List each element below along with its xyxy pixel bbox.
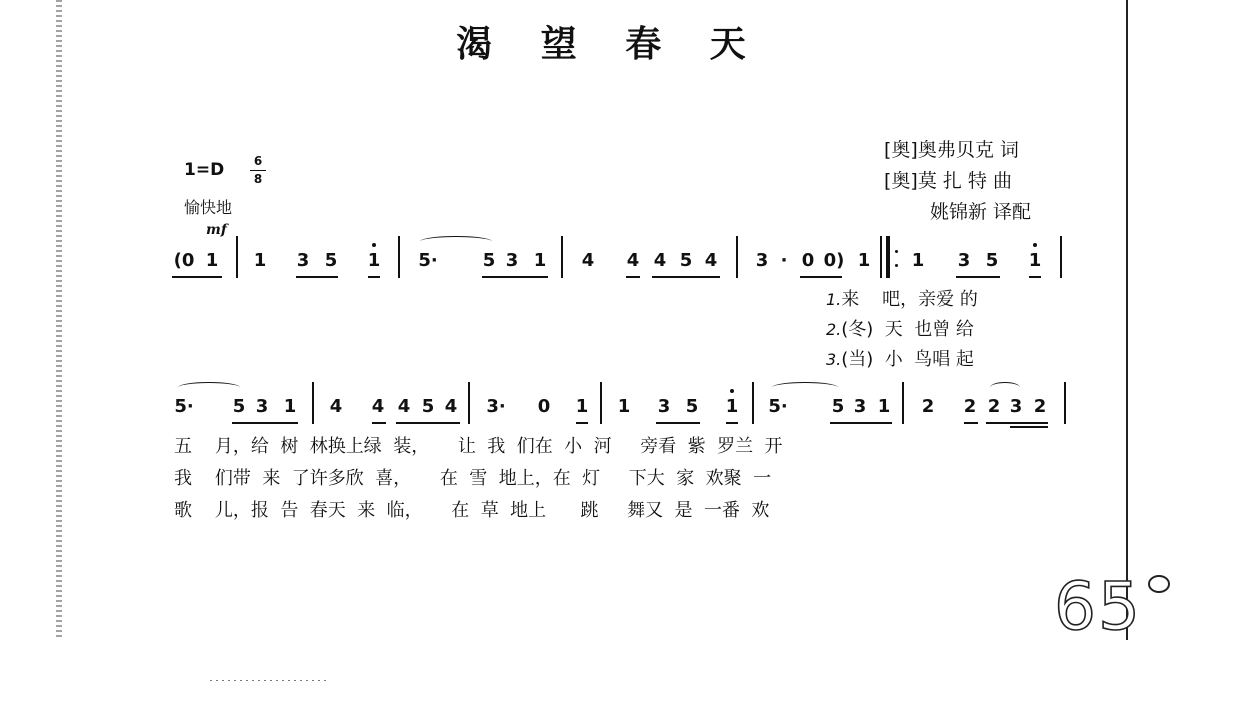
note: 3 (255, 396, 269, 417)
note: 3 (853, 396, 867, 417)
staff-line-1 (0, 250, 1248, 310)
barline (398, 236, 400, 278)
scan-edge (56, 0, 62, 640)
verse-2-start (826, 315, 974, 341)
time-denominator: 8 (253, 172, 263, 186)
barline (880, 236, 882, 278)
note: 5 (324, 250, 338, 271)
barline (736, 236, 738, 278)
verse-number: 1. (826, 290, 842, 309)
note: (0 (173, 250, 195, 271)
note: 4 (626, 250, 640, 271)
verse-number: 3. (826, 350, 842, 369)
note: 0 (537, 396, 551, 417)
note: 5 (232, 396, 246, 417)
note: 5 (685, 396, 699, 417)
note: 1 (1028, 250, 1042, 271)
barline (468, 382, 470, 424)
page-number-circle-icon (1148, 575, 1170, 593)
note: 2 (963, 396, 977, 417)
octave-dot (372, 243, 376, 247)
note: 2 (987, 396, 1001, 417)
note: 5 (985, 250, 999, 271)
verse-lyric: 来 吧，亲爱 的 (841, 289, 978, 310)
note: 0) (823, 250, 845, 271)
note: 5 (679, 250, 693, 271)
note: 1 (617, 396, 631, 417)
note: 1 (575, 396, 589, 417)
barline (312, 382, 314, 424)
lyricist-credit: [奥]奥弗贝克 词 (884, 139, 1019, 161)
note: 1 (367, 250, 381, 271)
octave-dot (1033, 243, 1037, 247)
note: 1 (911, 250, 925, 271)
note: 3 (296, 250, 310, 271)
barline (600, 382, 602, 424)
note: 5· (768, 396, 788, 417)
note: 2 (1033, 396, 1047, 417)
note: 3 (1009, 396, 1023, 417)
note: 0 (801, 250, 815, 271)
translator-credit: 姚锦新 译配 (930, 201, 1032, 223)
lyric-verse-2: 我 们带 来 了许多欣 喜， 在 雪 地上，在 灯 下大 家 欢聚 一 (174, 468, 772, 489)
page-border (1126, 0, 1128, 640)
page-number: 65 (1054, 568, 1142, 645)
barline (236, 236, 238, 278)
barline (902, 382, 904, 424)
tempo-marking: 愉快地 (184, 198, 233, 217)
octave-dot (730, 389, 734, 393)
barline (752, 382, 754, 424)
scan-dots (210, 680, 330, 681)
composer-credit: [奥]莫 扎 特 曲 (884, 170, 1012, 192)
lyric-verse-1: 五 月，给 树 林换上绿 装， 让 我 们在 小 河 旁看 紫 罗兰 开 (174, 436, 783, 457)
note: 1 (725, 396, 739, 417)
note: 4 (581, 250, 595, 271)
note: 4 (329, 396, 343, 417)
note: 3· (486, 396, 506, 417)
note: 1 (253, 250, 267, 271)
verse-lyric: (当) 小 鸟唱 起 (841, 349, 974, 370)
repeat-barline (886, 236, 890, 278)
lyric-verse-3: 歌 儿，报 告 春天 来 临， 在 草 地上 跳 舞又 是 一番 欢 (174, 500, 770, 521)
note: 5 (482, 250, 496, 271)
note: 3 (755, 250, 769, 271)
barline (1060, 236, 1062, 278)
key-signature: 1=D (184, 160, 225, 180)
note: 3 (657, 396, 671, 417)
verse-lyric: (冬) 天 也曾 给 (841, 319, 974, 340)
note: 3 (957, 250, 971, 271)
note: 3 (505, 250, 519, 271)
note: 5· (418, 250, 438, 271)
note: 1 (877, 396, 891, 417)
verse-3-start (826, 345, 974, 371)
note: 1 (205, 250, 219, 271)
note: 1 (533, 250, 547, 271)
time-signature (250, 154, 266, 187)
verse-number: 2. (826, 320, 842, 339)
song-title: 渴 望 春 天 (456, 23, 764, 65)
barline (1064, 382, 1066, 424)
note: 4 (444, 396, 458, 417)
note: 5· (174, 396, 194, 417)
time-numerator: 6 (253, 154, 263, 168)
note: 4 (397, 396, 411, 417)
note: 4 (653, 250, 667, 271)
barline (561, 236, 563, 278)
dynamic-marking: mf (206, 222, 227, 238)
note: 2 (921, 396, 935, 417)
note: · (780, 250, 788, 271)
verse-1-start (826, 285, 978, 311)
note: 4 (371, 396, 385, 417)
note: 5 (831, 396, 845, 417)
note: 4 (704, 250, 718, 271)
note: 1 (283, 396, 297, 417)
note: 5 (421, 396, 435, 417)
note: 1 (857, 250, 871, 271)
